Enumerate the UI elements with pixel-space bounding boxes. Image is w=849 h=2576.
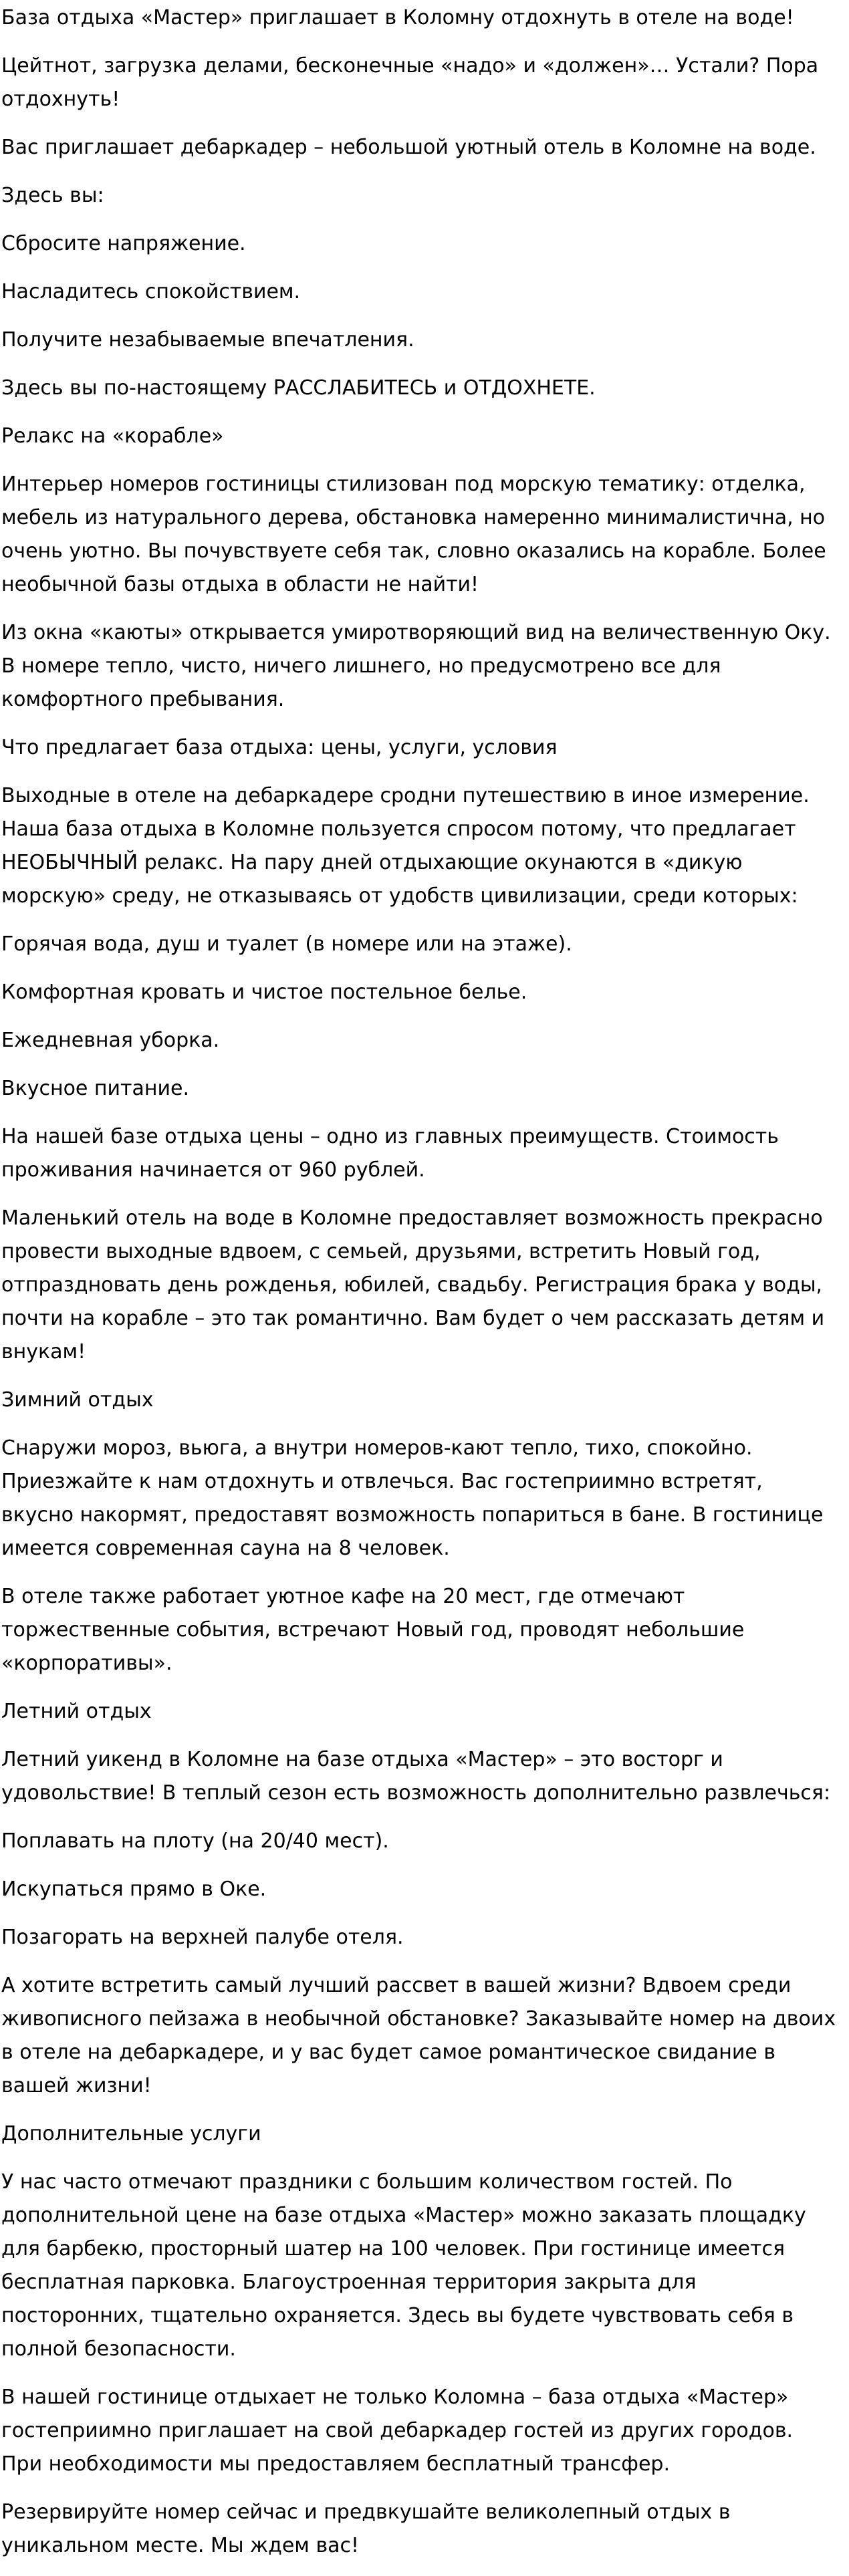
paragraph: Ежедневная уборка. (1, 1029, 220, 1052)
paragraph: У нас часто отмечают праздники с большим количеством гостей. По дополнительной цене на базе отдыха «Мастер» можно заказать площадку для барбекю, просторный шатер на 100 человек. При гостинице имеется бесплатная парковка. Благоустроенная территория закрыта для посторонних, тщательно охраняется. Здесь вы будете чувствовать себя в полной безопасности. (1, 2170, 806, 2361)
paragraph: Сбросите напряжение. (1, 232, 246, 255)
paragraph: А хотите встретить самый лучший рассвет в вашей жизни? Вдвоем среди живописного пейзажа в необычной обстановке? Заказывайте номер на двоих в отеле на дебаркадере, и у вас будет самое романтическое свидание в вашей жизни! (1, 1974, 836, 2097)
paragraph: Летний уикенд в Коломне на базе отдыха «Мастер» – это восторг и удовольствие! В теплый сезон есть возможность дополнительно развлечься: (1, 1748, 831, 1805)
paragraph: Резервируйте номер сейчас и предвкушайте великолепный отдых в уникальном месте. Мы ждем вас! (1, 2500, 731, 2557)
paragraph: Горячая вода, душ и туалет (в номере или на этаже). (1, 932, 572, 956)
paragraph: Летний отдых (1, 1700, 152, 1723)
paragraph: Насладитесь спокойствием. (1, 280, 301, 303)
paragraph: Маленький отель на воде в Коломне предоставляет возможность прекрасно провести выходные вдвоем, с семьей, друзьями, встретить Новый год, отпраздновать день рожденья, юбилей, свадьбу. Регистрация брака у воды, почти на корабле – это так романтично. Вам будет о чем рассказать детям и внукам! (1, 1206, 825, 1364)
paragraph: В отеле также работает уютное кафе на 20 мест, где отмечают торжественные события, встречают Новый год, проводят небольшие «корпоративы». (1, 1585, 745, 1675)
paragraph: Зимний отдых (1, 1388, 154, 1412)
paragraph: Интерьер номеров гостиницы стилизован под морскую тематику: отделка, мебель из натурального дерева, обстановка намеренно минималистична, но очень уютно. Вы почувствуете себя так, словно оказались на корабле. Более необычной базы отдыха в области не найти! (1, 473, 826, 596)
paragraph: На нашей базе отдыха цены – одно из главных преимуществ. Стоимость проживания начинается от 960 рублей. (1, 1125, 779, 1182)
paragraph: Дополнительные услуги (1, 2122, 261, 2146)
paragraph: В нашей гостинице отдыхает не только Коломна – база отдыха «Мастер» гостеприимно приглашает на свой дебаркадер гостей из других городов. При необходимости мы предоставляем бесплатный трансфер. (1, 2386, 794, 2476)
article-body (1, 1, 838, 2563)
paragraph: Получите незабываемые впечатления. (1, 328, 414, 352)
paragraph: Искупаться прямо в Оке. (1, 1878, 267, 1901)
paragraph: Релакс на «корабле» (1, 424, 224, 448)
paragraph: База отдыха «Мастер» приглашает в Коломну отдохнуть в отеле на воде! (1, 6, 794, 29)
paragraph: Поплавать на плоту (на 20/40 мест). (1, 1829, 389, 1853)
paragraph: Цейтнот, загрузка делами, бесконечные «надо» и «должен»… Устали? Пора отдохнуть! (1, 54, 819, 111)
paragraph: Здесь вы: (1, 184, 104, 207)
paragraph: Снаружи мороз, вьюга, а внутри номеров-кают тепло, тихо, спокойно. Приезжайте к нам отдохнуть и отвлечься. Вас гостеприимно встретят, вкусно накормят, предоставят возможность попариться в бане. В гостинице имеется современная сауна на 8 человек. (1, 1436, 824, 1560)
paragraph: Здесь вы по-настоящему РАССЛАБИТЕСЬ и ОТДОХНЕТЕ. (1, 376, 596, 400)
paragraph: Вас приглашает дебаркадер – небольшой уютный отель в Коломне на воде. (1, 136, 816, 159)
paragraph: Что предлагает база отдыха: цены, услуги, условия (1, 736, 558, 759)
paragraph: Выходные в отеле на дебаркадере сродни путешествию в иное измерение. Наша база отдыха в Коломне пользуется спросом потому, что предлагает НЕОБЫЧНЫЙ релакс. На пару дней отдыхающие окунаются в «дикую морскую» среду, не отказываясь от удобств цивилизации, среди которых: (1, 784, 810, 908)
paragraph: Комфортная кровать и чистое постельное белье. (1, 981, 527, 1004)
paragraph: Позагорать на верхней палубе отеля. (1, 1926, 404, 1949)
paragraph: Из окна «каюты» открывается умиротворяющий вид на величественную Оку. В номере тепло, чисто, ничего лишнего, но предусмотрено все для комфортного пребывания. (1, 621, 831, 711)
paragraph: Вкусное питание. (1, 1077, 189, 1100)
